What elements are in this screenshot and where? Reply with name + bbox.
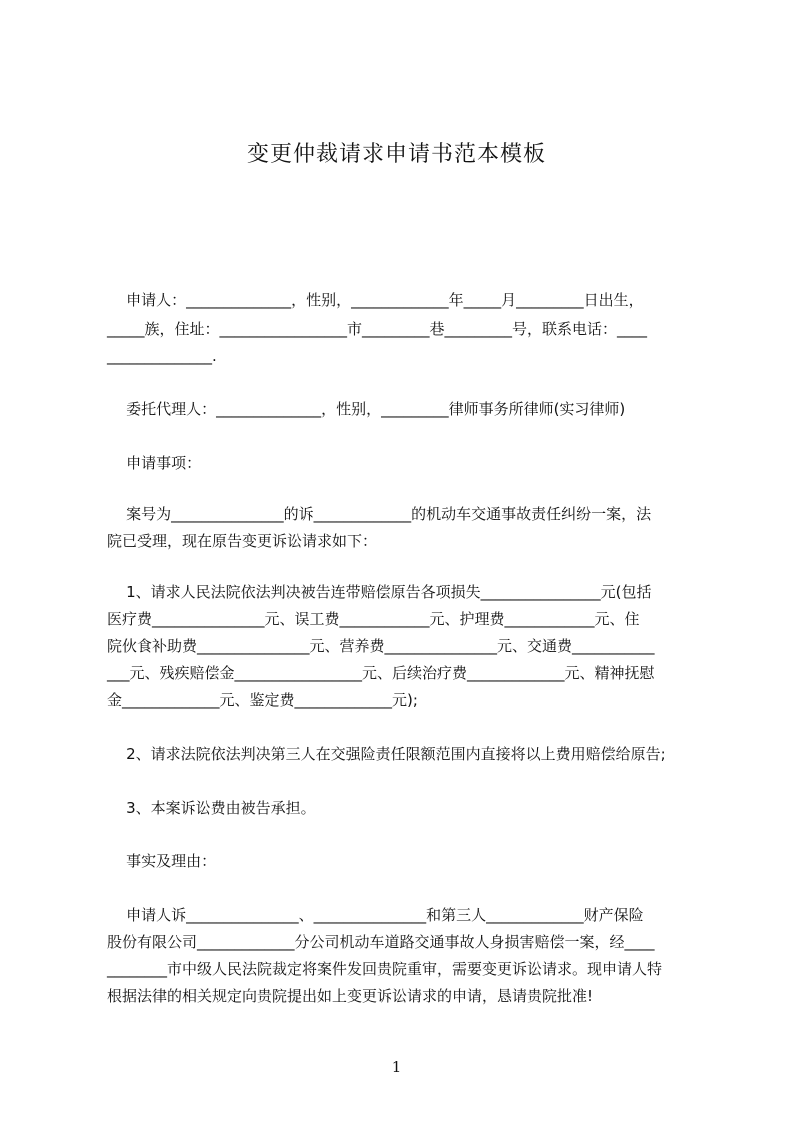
facts-line-3: ________市中级人民法院裁定将案件发回贵院重审，需要变更诉讼请求。现申请人特 (107, 960, 663, 978)
applicant-line-1: 申请人：______________，性别，_____________年_____月_________日出生， (107, 291, 644, 309)
facts-heading: 事实及理由： (107, 852, 217, 870)
case-line-1: 案号为_______________的诉_____________的机动车交通事故责任纠纷一案，法 (107, 505, 652, 523)
agent-line: 委托代理人：______________，性别，_________律师事务所律师(实习律师) (107, 400, 626, 418)
request1-line-3: 院伙食补助费_______________元、营养费_______________元、交通费___________ (107, 637, 655, 655)
request2-line: 2、请求法院依法判决第三人在交强险责任限额范围内直接将以上费用赔偿给原告; (107, 745, 666, 763)
applicant-line-2: _____族，住址：_________________市_________巷_________号，联系电话：____ (107, 320, 648, 338)
facts-line-4: 根据法律的相关规定向贵院提出如上变更诉讼请求的申请，恳请贵院批准! (107, 987, 594, 1005)
facts-line-1: 申请人诉_______________、_______________和第三人_____________财产保险 (107, 906, 644, 924)
document-title: 变更仲裁请求申请书范本模板 (246, 142, 546, 167)
request1-line-2: 医疗费_______________元、误工费____________元、护理费____________元、住 (107, 610, 640, 628)
request1-line-4: ___元、残疾赔偿金_________________元、后续治疗费_____________元、精神抚慰 (107, 664, 655, 682)
matters-heading: 申请事项： (107, 454, 202, 472)
request3-line: 3、本案诉讼费由被告承担。 (107, 799, 316, 817)
request1-line-5: 金_____________元、鉴定费_____________元); (107, 691, 418, 709)
applicant-line-3: ______________. (107, 347, 217, 365)
request1-line-1: 1、请求人民法院依法判决被告连带赔偿原告各项损失________________元(包括 (107, 583, 652, 601)
page-number: 1 (391, 1058, 402, 1076)
facts-line-2: 股份有限公司_____________分公司机动车道路交通事故人身损害赔偿一案，经____ (107, 933, 655, 951)
case-line-2: 院已受理，现在原告变更诉讼请求如下： (107, 532, 378, 550)
